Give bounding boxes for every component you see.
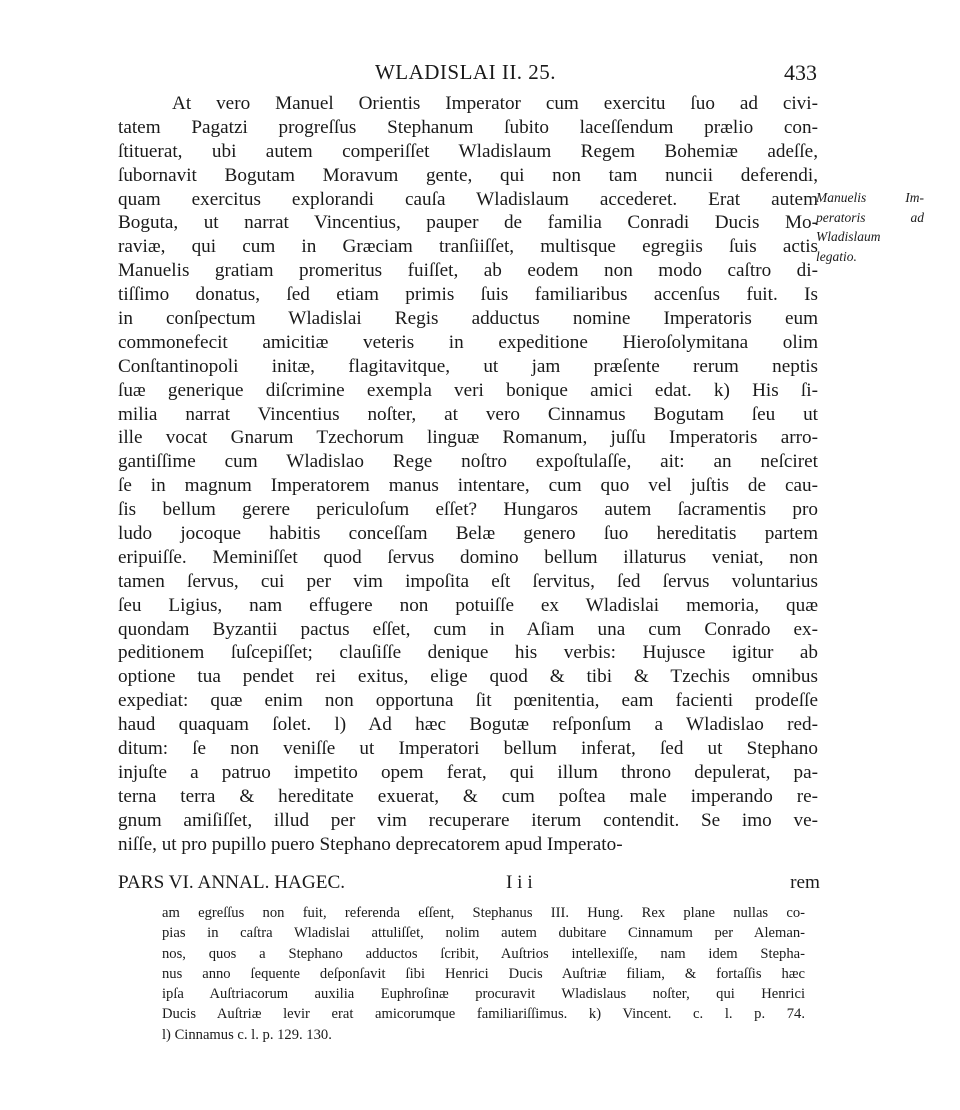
sheet-mark: I i i [506,872,533,893]
footnote-line: nus anno ſequente deſponſavit ſibi Henrici Ducis Auſtriæ filiam, & fortaſſis hæc [162,965,805,982]
text-line: milia narrat Vincentius noſter, at vero Cinnamus Bogutam ſeu ut [118,403,818,425]
text-line: Manuelis gratiam promeritus fuiſſet, ab eodem non modo caſtro di- [118,260,818,282]
text-line: ſis bellum gerere periculoſum eſſet? Hungaros autem ſacramentis pro [118,499,818,521]
text-line: gnum amiſiſſet, illud per vim recuperare iterum contendit. Se imo ve- [118,809,818,831]
text-line: tamen ſervus, cui per vim impoſita eſt ſervitus, ſed ſervus voluntarius [118,570,818,592]
footnote-line: l) Cinnamus c. l. p. 129. 130. [162,1026,332,1043]
footnote-line: Ducis Auſtriæ levir erat amicorumque familiariſſimus. k) Vincent. c. l. p. 74. [162,1006,805,1023]
footnotes [162,903,805,1045]
footnote-line: nos, quos a Stephano adductos ſcribit, Auſtrios intellexiſſe, nam idem Stepha- [162,945,805,962]
text-line: Boguta, ut narrat Vincentius, pauper de familia Conradi Ducis Mo- [118,212,818,234]
text-line: ſubornavit Bogutam Moravum gente, qui non tam nuncii deferendi, [118,164,818,186]
text-line: peditionem ſuſcepiſſet; clauſiſſe denique his verbis: Hujusce igitur ab [118,642,818,664]
text-line: At vero Manuel Orientis Imperator cum exercitu ſuo ad civi- [172,93,818,114]
footnote-line: pias in caſtra Wladislai attuliſſet, nolim autem dubitare Cinnamum per Aleman- [162,925,805,942]
page-header [118,56,817,90]
text-line: tiſſimo donatus, ſed etiam primis ſuis familiaribus accenſus fuit. Is [118,284,818,306]
text-line: ſe in magnum Imperatorem manus intentare, cum quo vel juſtis de cau- [118,475,818,497]
text-line: optione tua pendet rei exitus, elige quod & tibi & Tzechis omnibus [118,666,818,688]
text-line: in conſpectum Wladislai Regis adductus nomine Imperatoris eum [118,308,818,330]
text-line: Conſtantinopoli initæ, flagitavitque, ut jam præſente rerum neptis [118,355,818,377]
text-line: expediat: quæ enim non opportuna ſit pœnitentia, eam facienti prodeſſe [118,690,818,712]
marginal-note [816,188,924,266]
text-line: raviæ, qui cum in Græciam tranſiiſſet, multisque egregiis ſuis actis [118,236,818,258]
text-line: quam exercitus explorandi cauſa Wladislaum accederet. Erat autem [118,188,818,210]
sidenote-line: Manuelis Im- [816,190,924,205]
text-line: quondam Byzantii pactus eſſet, cum in Aſiam una cum Conrado ex- [118,618,818,640]
text-line: commonefecit amicitiæ veteris in expeditione Hieroſolymitana olim [118,331,818,353]
sidenote-line: legatio. [816,248,857,264]
sidenote-line: peratoris ad [816,209,924,225]
text-line: ſeu Ligius, nam effugere non potuiſſe ex Wladislai memoria, quæ [118,594,818,616]
page-number: 433 [784,60,817,85]
text-line: ſtituerat, ubi autem comperiſſet Wladislaum Regem Bohemiæ adeſſe, [118,140,818,162]
running-head: WLADISLAI II. 25. [374,60,557,84]
footnote-line: ipſa Auſtriacorum auxilia Euphroſinæ procuravit Wladislaus noſter, qui Henrici [162,986,805,1003]
signature-row [118,872,818,898]
text-line: eripuiſſe. Meminiſſet quod ſervus domino bellum illaturus veniat, non [118,546,818,568]
text-line: terna terra & hereditate exuerat, & cum poſtea male imperando re- [118,785,818,807]
text-line: gantiſſime cum Wladislao Rege noſtro expoſtulaſſe, ait: an neſciret [118,451,818,473]
sidenote-line: Wladislaum [816,229,881,245]
text-line: haud quaquam ſolet. l) Ad hæc Bogutæ reſponſum a Wladislao red- [118,714,818,736]
text-line: injuſte a patruo impetito opem ferat, qui illum throno depulerat, pa- [118,761,818,783]
catchword: rem [790,872,820,893]
text-line: ditum: ſe non veniſſe ut Imperatori bellum inferat, ſed ut Stephano [118,738,818,760]
text-line: tatem Pagatzi progreſſus Stephanum ſubito laceſſendum prælio con- [118,116,818,138]
text-line: ſuæ generique diſcrimine exempla veri bonique amici edat. k) His ſi- [118,379,818,401]
text-line: ludo jocoque habitis conceſſam Belæ genero ſuo hereditatis partem [118,523,818,545]
text-line: niſſe, ut pro pupillo puero Stephano deprecatorem apud Imperato- [118,833,623,855]
footnote-line: am egreſſus non fuit, referenda eſſent, Stephanus III. Hung. Rex plane nullas co- [162,905,805,921]
main-text [118,92,818,857]
text-line: ille vocat Gnarum Tzechorum linguæ Romanum, juſſu Imperatoris arro- [118,427,818,449]
signature-text: PARS VI. ANNAL. HAGEC. [118,872,346,893]
